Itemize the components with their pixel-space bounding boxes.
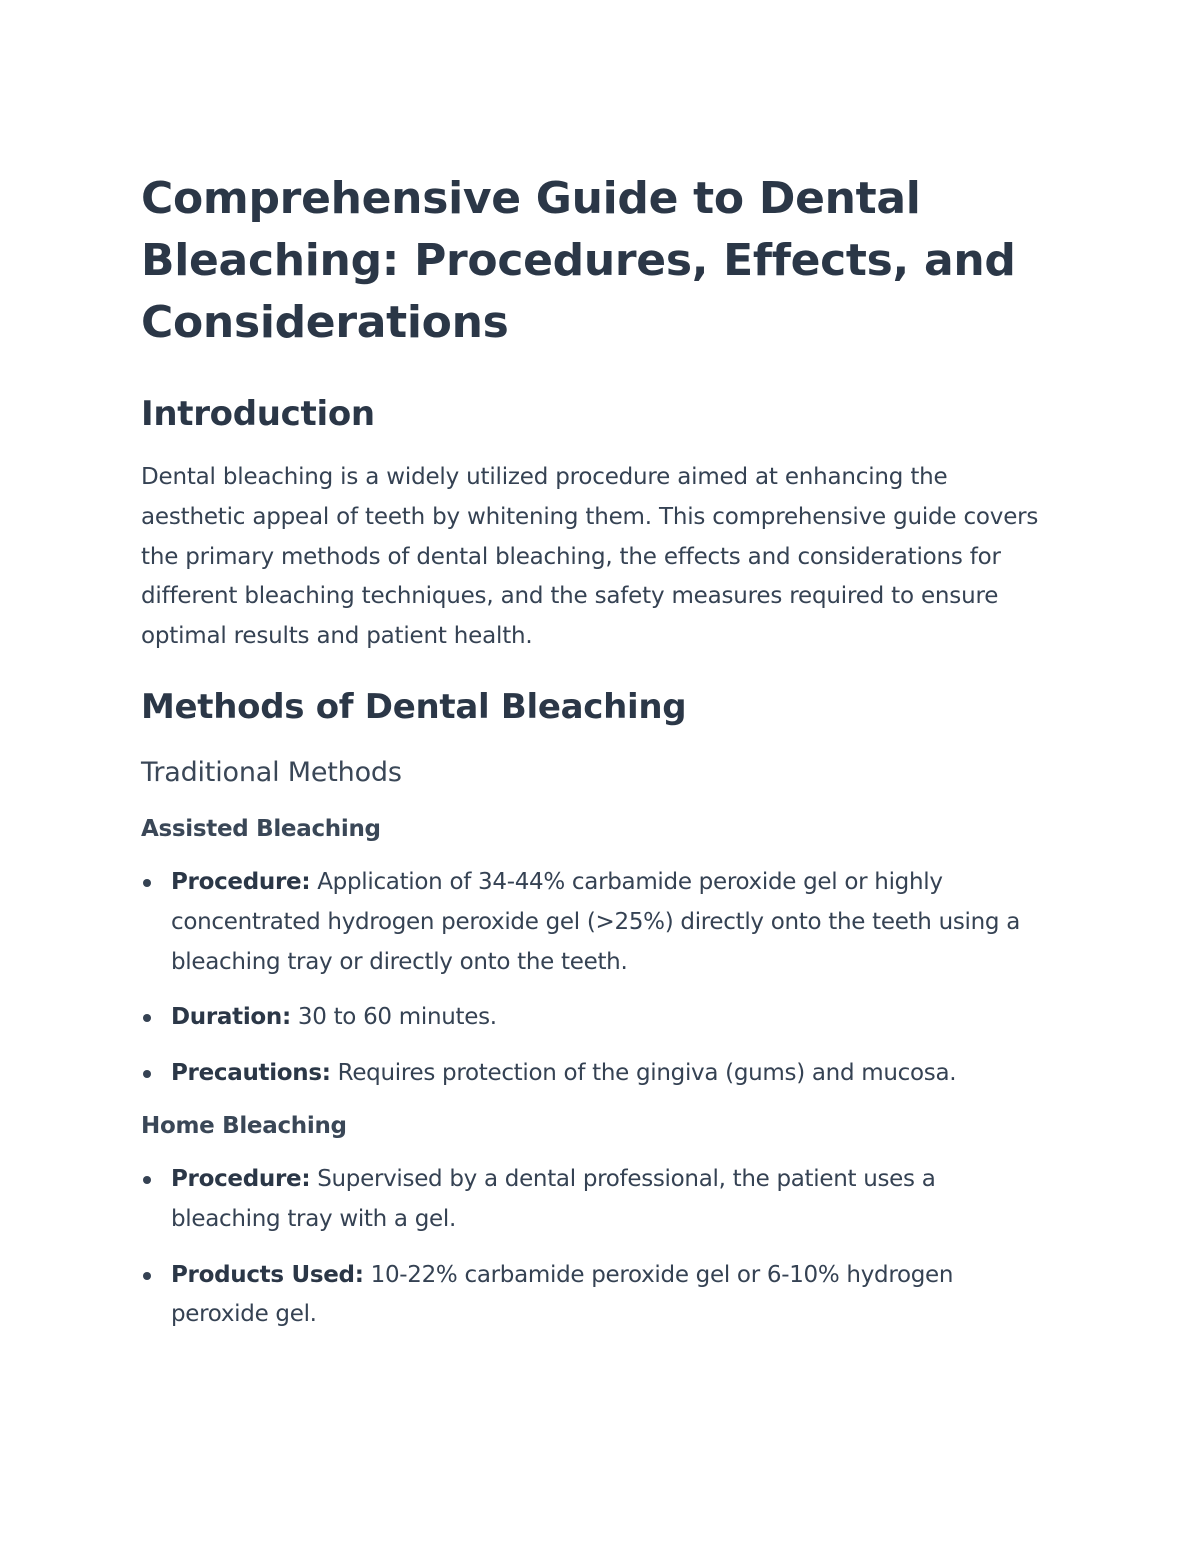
item-label: Products Used: bbox=[171, 1261, 364, 1288]
introduction-paragraph: Dental bleaching is a widely utilized procedure aimed at enhancing the aesthetic appeal of teeth by whitening them. This comprehensive guide covers the primary methods of dental bleaching, the effects and considerations for different bleaching techniques, and the safety measures required to ensure optimal results and patient health. bbox=[141, 464, 1039, 650]
bullet-dot-icon bbox=[143, 879, 151, 887]
list-item bbox=[141, 1054, 1041, 1094]
list-item bbox=[141, 1160, 1041, 1240]
home-bleaching-heading: Home Bleaching bbox=[141, 1112, 347, 1139]
item-text: Supervised by a dental professional, the patient uses a bleaching tray with a gel. bbox=[171, 1165, 936, 1232]
list-item bbox=[141, 998, 1041, 1038]
assisted-bleaching-heading: Assisted Bleaching bbox=[141, 815, 381, 842]
item-text: Requires protection of the gingiva (gums) and mucosa. bbox=[330, 1060, 957, 1087]
item-label: Precautions: bbox=[171, 1060, 331, 1087]
item-text: 10-22% carbamide peroxide gel or 6-10% hydrogen peroxide gel. bbox=[171, 1261, 954, 1328]
item-label: Duration: bbox=[171, 1004, 291, 1031]
item-text: 30 to 60 minutes. bbox=[290, 1004, 497, 1031]
list-item bbox=[141, 1256, 1041, 1336]
list-item bbox=[141, 863, 1041, 982]
item-label: Procedure: bbox=[171, 868, 311, 895]
document-title: Comprehensive Guide to Dental Bleaching: Procedures, Effects, and Considerations bbox=[141, 173, 1016, 348]
bullet-dot-icon bbox=[143, 1176, 151, 1184]
home-bleaching-list bbox=[141, 1160, 1041, 1335]
bullet-dot-icon bbox=[143, 1014, 151, 1022]
item-label: Procedure: bbox=[171, 1165, 311, 1192]
introduction-heading: Introduction bbox=[141, 394, 375, 434]
item-text: Application of 34-44% carbamide peroxide gel or highly concentrated hydrogen peroxide gel (>25%) directly onto the teeth using a bleaching tray or directly onto the teeth. bbox=[171, 868, 1021, 975]
methods-heading: Methods of Dental Bleaching bbox=[141, 686, 687, 727]
bullet-dot-icon bbox=[143, 1070, 151, 1078]
document-page bbox=[141, 168, 1041, 1335]
assisted-bleaching-list bbox=[141, 863, 1041, 1094]
traditional-methods-heading: Traditional Methods bbox=[141, 756, 402, 788]
bullet-dot-icon bbox=[143, 1272, 151, 1280]
